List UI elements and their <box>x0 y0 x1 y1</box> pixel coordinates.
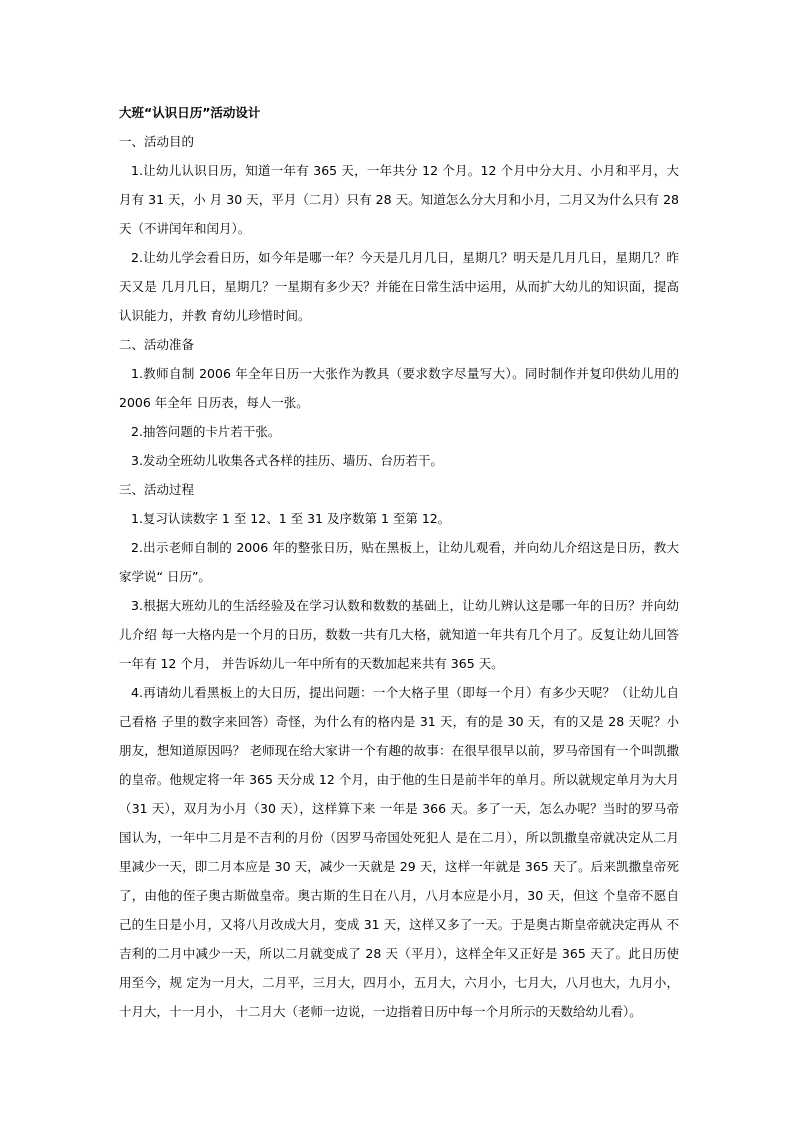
paragraph: 3.发动全班幼儿收集各式各样的挂历、墙历、台历若干。 <box>131 453 443 468</box>
section-heading-purpose: 一、活动目的 <box>119 134 195 149</box>
paragraph: 4.再请幼儿看黑板上的大日历，提出问题：一个大格子里（即每一个月）有多少天呢？（让幼儿自己看格 子里的数字来回答）奇怪，为什么有的格内是 31 天，有的是 30 天，有的又是 28 天呢？小朋友，想知道原因吗？ 老师现在给大家讲一个有趣的故事：在很早很早以前，罗马帝国有一个叫凯撒的皇帝。他规定将一年 365 天分成 12 个月，由于他的生日是前半年的单月。所以就规定单月为大月（31 天），双月为小月（30 天），这样算下来 一年是 366 天。多了一天，怎么办呢？当时的罗马帝国认为，一年中二月是不吉利的月份（因罗马帝国处死犯人 是在二月），所以凯撒皇帝就决定从二月里减少一天，即二月本应是 30 天，减少一天就是 29 天，这样一年就是 365 天了。后来凯撒皇帝死了，由他的侄子奥古斯做皇帝。奥古斯的生日在八月，八月本应是小月，30 天，但这 个皇帝不愿自己的生日是小月，又将八月改成大月，变成 31 天，这样又多了一天。于是奥古斯皇帝就决定再从 不吉利的二月中减少一天，所以二月就变成了 28 天（平月），这样全年又正好是 365 天了。此日历使用至今，规 定为一月大，二月平，三月大，四月小，五月大，六月小，七月大，八月也大，九月小，十月大，十一月小， 十二月大（老师一边说，一边指着日历中每一个月所示的天数给幼儿看）。 <box>119 685 679 1019</box>
paragraph: 2.抽答问题的卡片若干张。 <box>131 424 281 439</box>
section-heading-process: 三、活动过程 <box>119 482 195 497</box>
paragraph: 1.复习认读数字 1 至 12、1 至 31 及序数第 1 至第 12。 <box>131 511 451 526</box>
paragraph: 1.让幼儿认识日历，知道一年有 365 天，一年共分 12 个月。12 个月中分大月、小月和平月，大月有 31 天，小 月 30 天，平月（二月）只有 28 天。知道怎么分大月和小月，二月又为什么只有 28 天（不讲闰年和闰月）。 <box>119 163 679 236</box>
paragraph: 1.教师自制 2006 年全年日历一大张作为教具（要求数字尽量写大）。同时制作并复印供幼儿用的 2006 年全年 日历表，每人一张。 <box>119 366 679 410</box>
paragraph: 3.根据大班幼儿的生活经验及在学习认数和数数的基础上，让幼儿辨认这是哪一年的日历？并向幼儿介绍 每一大格内是一个月的日历，数数一共有几大格，就知道一年共有几个月了。反复让幼儿回答一年有 12 个月， 并告诉幼儿一年中所有的天数加起来共有 365 天。 <box>119 598 679 671</box>
paragraph: 2.让幼儿学会看日历，如今年是哪一年？今天是几月几日，星期几？明天是几月几日，星期几？昨天又是 几月几日，星期几？一星期有多少天？并能在日常生活中运用，从而扩大幼儿的知识面，提高认识能力，并教 育幼儿珍惜时间。 <box>119 250 679 323</box>
section-heading-preparation: 二、活动准备 <box>119 337 195 352</box>
document-title: 大班“认识日历”活动设计 <box>119 105 261 120</box>
document-page <box>119 98 679 1026</box>
paragraph: 2.出示老师自制的 2006 年的整张日历，贴在黑板上，让幼儿观看，并向幼儿介绍这是日历，教大家学说“ 日历”。 <box>119 540 679 584</box>
